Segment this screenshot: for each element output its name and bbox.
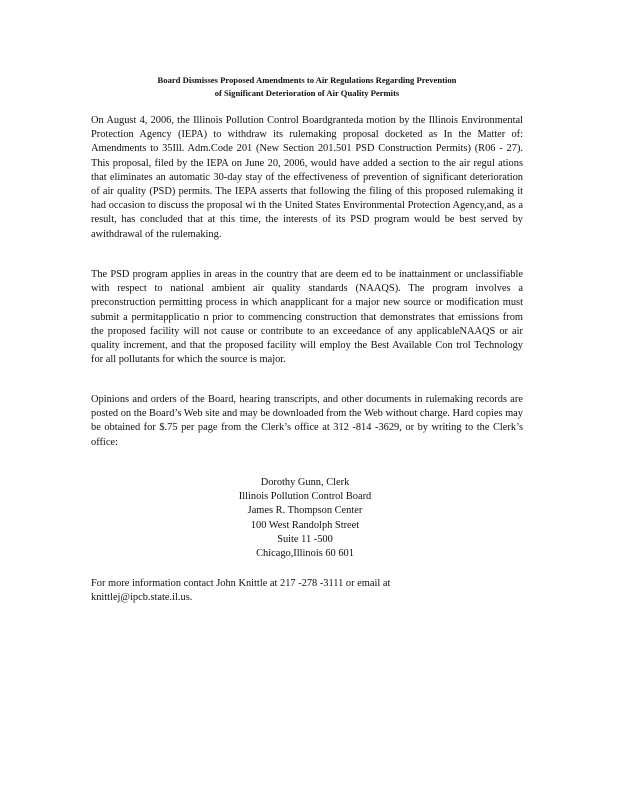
title-line-1: Board Dismisses Proposed Amendments to Air Regulations Regarding Prevention — [157, 75, 457, 85]
paragraph-psd-program: The PSD program applies in areas in the country that are deem ed to be inattainment or unclassifiable with respect to national ambient air quality standards (NAAQS). The program involves a preconstruction permitting process in which anapplicant for a major new source or modification must submit a permitapplicatio n prior to commencing construction that demonstrates that emissions from the proposed facility will not cause or contribute to an exceedance of any applicableNAAQS or air quality increment, and that the proposed facility will employ the Best Available Con trol Technology for all pollutants for which the source is major. — [91, 269, 523, 366]
contact-line-1: For more information contact John Knittle at 217 -278 -3111 or email at — [91, 578, 391, 589]
address-line-5: Suite 11 -500 — [277, 533, 333, 545]
address-line-6: Chicago,Illinois 60 601 — [256, 548, 354, 560]
contact-email: knittlej@ipcb.state.il.us. — [91, 592, 193, 604]
paragraph-opinions: Opinions and orders of the Board, hearing transcripts, and other documents in rulemaking records are posted on the Board’s Web site and may be downloaded from the Web without charge. Hard copies may be obtained for $.75 per page from the Clerk’s office at 312 -814 -3629, or by writing to the Clerk’s office: — [91, 394, 523, 448]
clerk-address-block — [180, 476, 430, 561]
contact-info — [91, 577, 523, 605]
address-line-4: 100 West Randolph Street — [250, 519, 360, 531]
paragraph-withdrawal: On August 4, 2006, the Illinois Pollution Control Boardgranteda motion by the Illinois Environmental Protection Agency (IEPA) to withdraw its rulemaking proposal docketed as In the Matter of: Amendments to 35Ill. Adm.Code 201 (New Section 201.501 PSD Construction Permits) (R06 - 27). This proposal, filed by the IEPA on June 20, 2006, would have added a section to the air regul ations that eliminates an automatic 30-day stay of the effectiveness of prevention of significant deterioration of air quality (PSD) permits. The IEPA asserts that following the filing of this proposed rulemaking it had occasion to discuss the proposal wi th the United States Environmental Protection Agency,and, as a result, has concluded that at this time, the interests of its PSD program would be best served by awithdrawal of the rulemaking. — [91, 115, 523, 240]
address-line-2: Illinois Pollution Control Board — [238, 491, 372, 503]
title-line-2: of Significant Deterioration of Air Quality Permits — [214, 88, 400, 98]
document-title — [92, 74, 522, 100]
address-line-3: James R. Thompson Center — [247, 505, 363, 517]
address-line-1: Dorothy Gunn, Clerk — [260, 477, 350, 488]
